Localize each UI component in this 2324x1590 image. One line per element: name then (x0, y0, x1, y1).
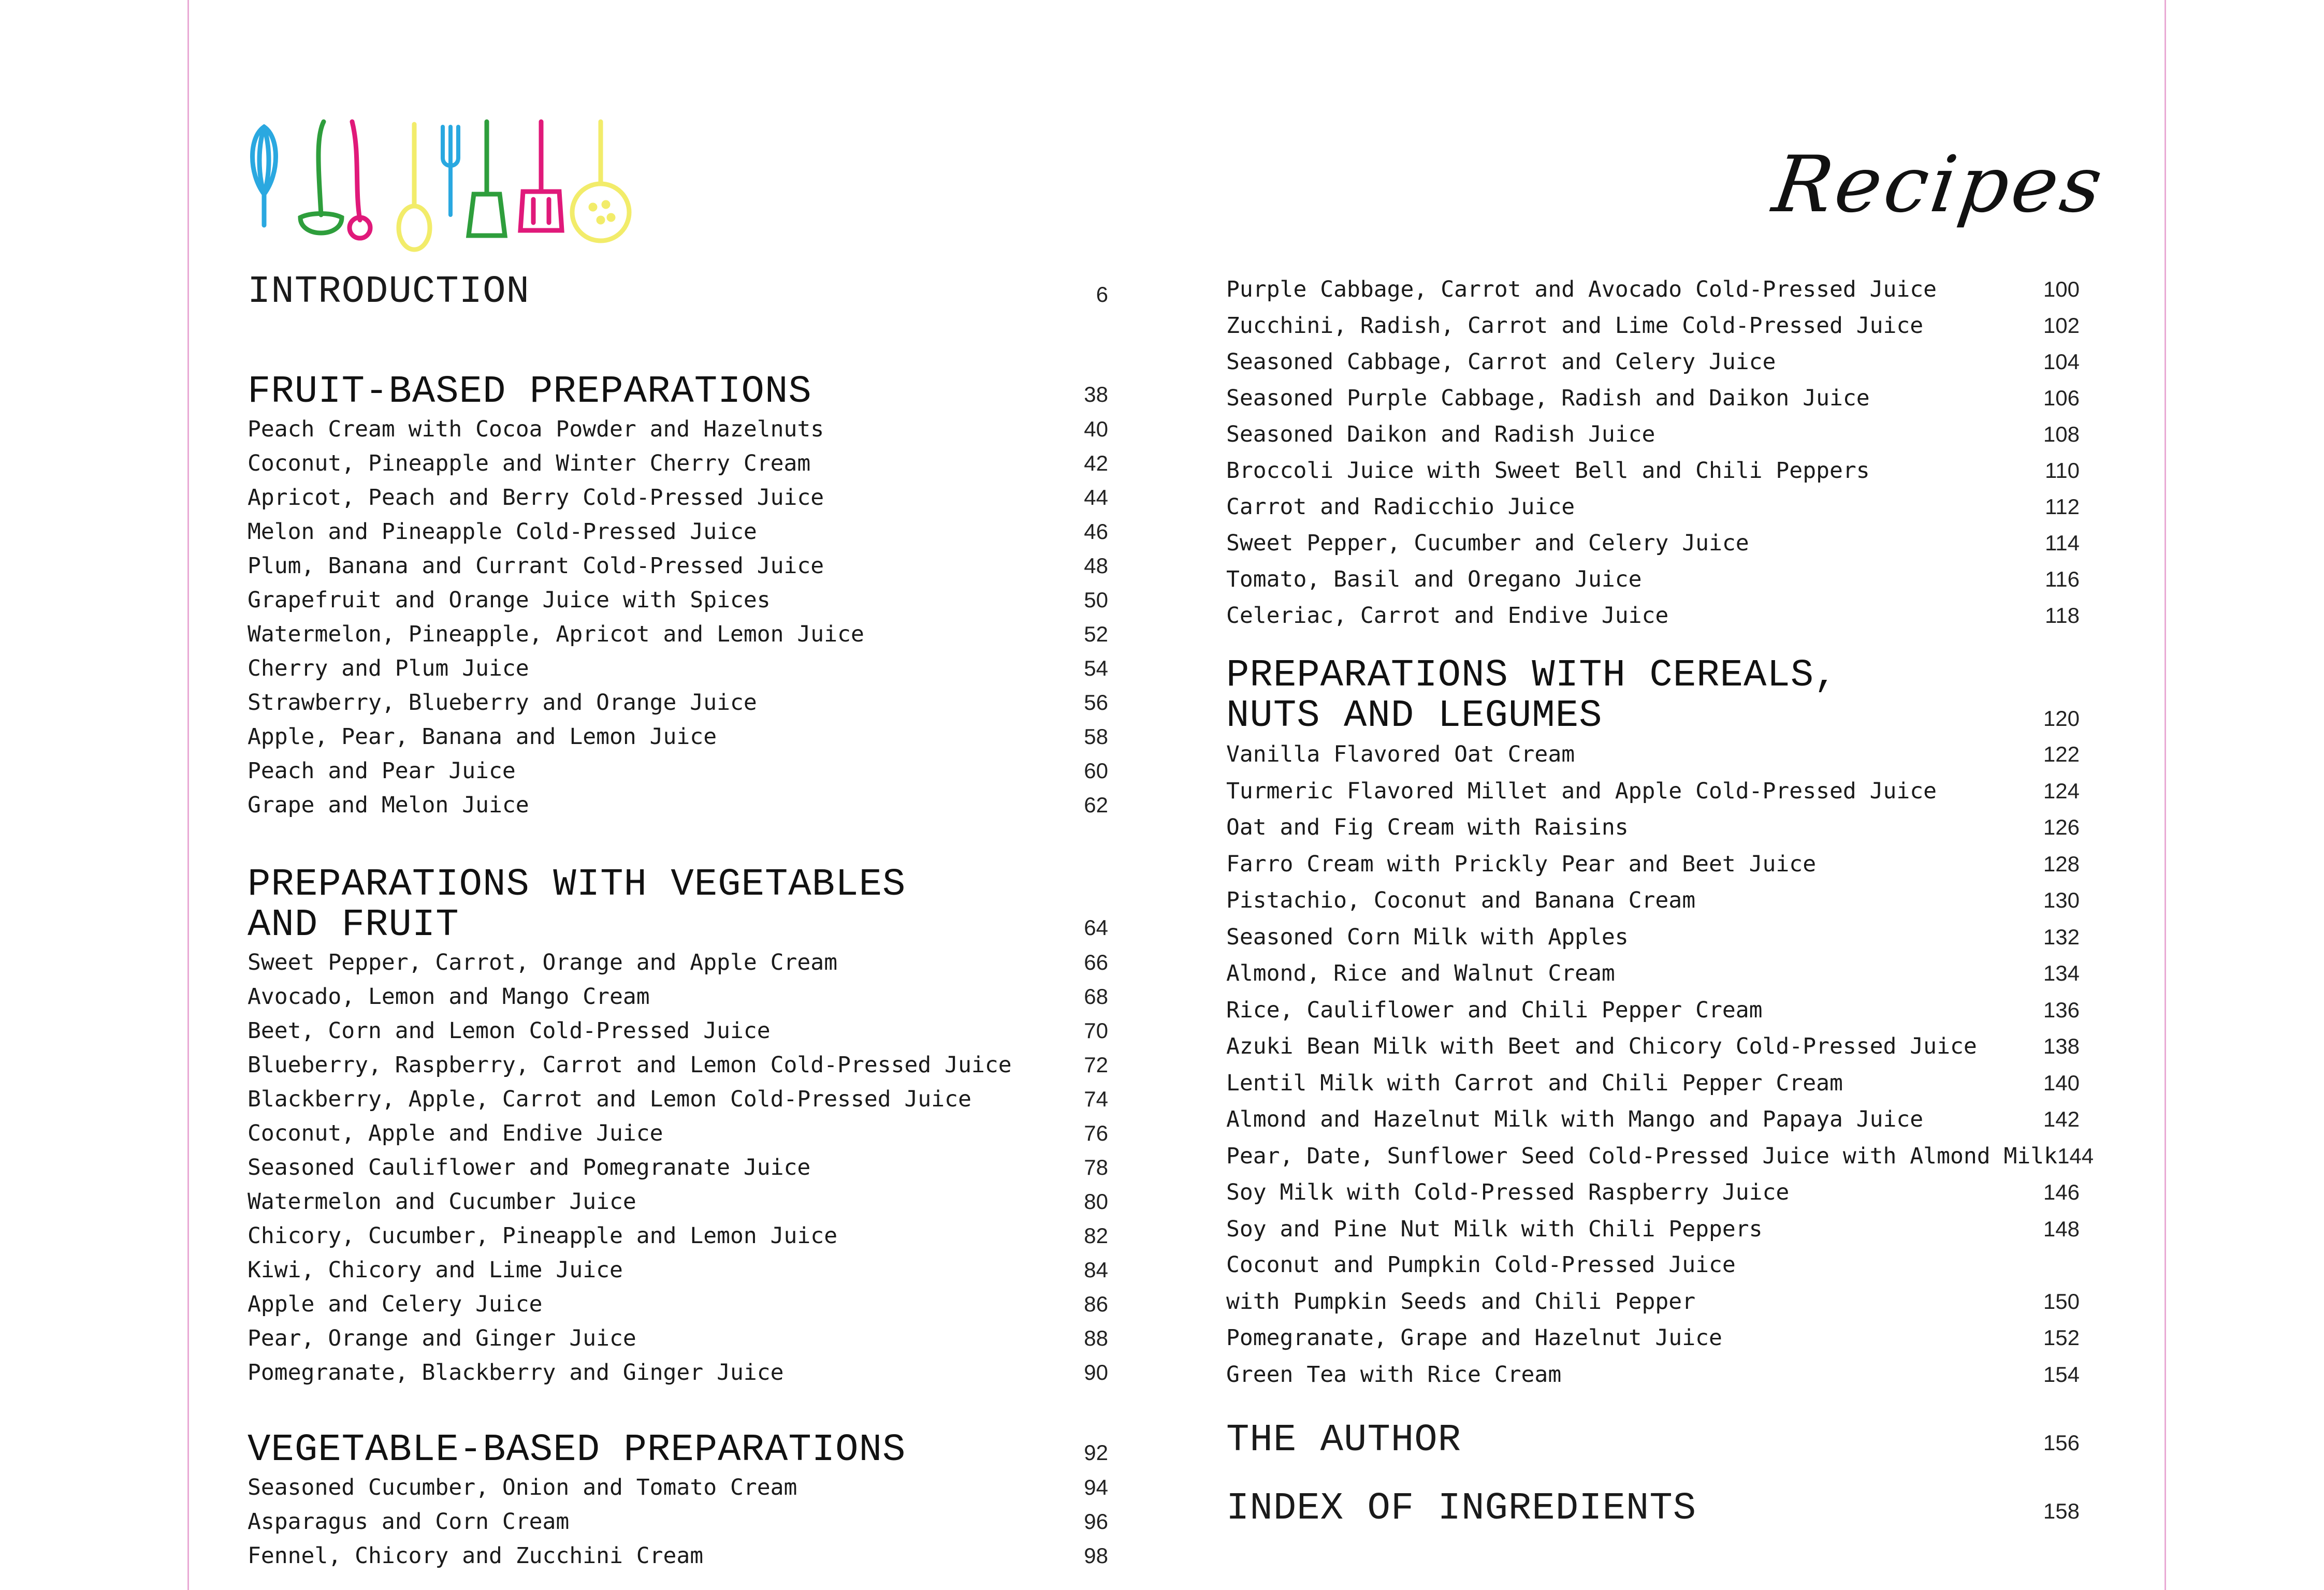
toc-entry[interactable]: Apricot, Peach and Berry Cold-Pressed Juice 44 (248, 485, 1108, 510)
toc-left-column (248, 270, 1108, 1573)
spatula-icon (520, 122, 562, 230)
toc-entry[interactable]: Rice, Cauliflower and Chili Pepper Cream 136 (1226, 997, 2080, 1023)
toc-list (1226, 271, 2080, 634)
toc-entry[interactable]: Strawberry, Blueberry and Orange Juice 56 (248, 690, 1108, 716)
toc-entry[interactable]: Cherry and Plum Juice 54 (248, 655, 1108, 681)
toc-entry-introduction[interactable] (248, 270, 1108, 314)
toc-section (1226, 654, 2094, 1393)
toc-entry[interactable]: Almond, Rice and Walnut Cream 134 (1226, 960, 2080, 986)
toc-right-column (1226, 271, 2094, 1530)
toc-entry[interactable]: Sweet Pepper, Cucumber and Celery Juice 114 (1226, 530, 2080, 556)
ladle-icon (469, 122, 505, 236)
section-title: PREPARATIONS WITH CEREALS, (1226, 654, 1838, 697)
toc-entry[interactable]: Seasoned Corn Milk with Apples 132 (1226, 924, 2080, 950)
page-trim-right (2165, 0, 2166, 1590)
toc-entry[interactable]: Azuki Bean Milk with Beet and Chicory Cold-Pressed Juice 138 (1226, 1033, 2080, 1059)
toc-entry[interactable]: Seasoned Cabbage, Carrot and Celery Juice 104 (1226, 349, 2080, 375)
toc-section (248, 1430, 1108, 1573)
toc-heading: INTRODUCTION (248, 270, 530, 314)
toc-entry[interactable]: Apple and Celery Juice 86 (248, 1291, 1108, 1317)
page-number: 38 (1084, 382, 1108, 406)
toc-entry[interactable]: Seasoned Daikon and Radish Juice 108 (1226, 421, 2080, 447)
page-number: 156 (2043, 1431, 2080, 1455)
toc-entry[interactable]: Peach Cream with Cocoa Powder and Hazelnuts 40 (248, 416, 1108, 442)
toc-section-heading[interactable] (248, 905, 1108, 945)
toc-section-heading[interactable] (248, 1430, 1108, 1470)
section-title: PREPARATIONS WITH VEGETABLES (248, 863, 906, 907)
toc-list (248, 412, 1108, 822)
page-number: 64 (1084, 915, 1108, 940)
toc-entry[interactable]: Fennel, Chicory and Zucchini Cream 98 (248, 1543, 1108, 1569)
toc-entry[interactable]: Pomegranate, Grape and Hazelnut Juice 152 (1226, 1325, 2080, 1351)
toc-entry[interactable]: Tomato, Basil and Oregano Juice 116 (1226, 566, 2080, 592)
toc-entry[interactable]: Coconut and Pumpkin Cold-Pressed Juice (1226, 1252, 1736, 1278)
fork-icon (443, 127, 458, 215)
toc-entry[interactable]: Avocado, Lemon and Mango Cream 68 (248, 984, 1108, 1010)
toc-entry[interactable]: Pistachio, Coconut and Banana Cream 130 (1226, 887, 2080, 913)
page-title: Recipes (1767, 140, 2111, 230)
toc-section-heading[interactable] (248, 372, 1108, 412)
toc-entry[interactable]: Carrot and Radicchio Juice 112 (1226, 494, 2080, 520)
toc-entry[interactable]: Zucchini, Radish, Carrot and Lime Cold-Pressed Juice 102 (1226, 313, 2080, 339)
toc-entry[interactable]: Asparagus and Corn Cream 96 (248, 1509, 1108, 1535)
toc-entry[interactable]: Farro Cream with Prickly Pear and Beet Juice 128 (1226, 851, 2080, 877)
toc-list (1226, 736, 2094, 1393)
toc-entry[interactable]: with Pumpkin Seeds and Chili Pepper 150 (1226, 1288, 2080, 1315)
toc-entry[interactable]: Green Tea with Rice Cream 154 (1226, 1361, 2080, 1388)
toc-entry[interactable]: Vanilla Flavored Oat Cream 122 (1226, 741, 2080, 767)
toc-entry[interactable]: Oat and Fig Cream with Raisins 126 (1226, 814, 2080, 840)
toc-entry[interactable]: Almond and Hazelnut Milk with Mango and Papaya Juice 142 (1226, 1106, 2080, 1132)
toc-entry[interactable]: Broccoli Juice with Sweet Bell and Chili Peppers 110 (1226, 458, 2080, 484)
toc-section (248, 865, 1108, 1390)
toc-entry-index[interactable] (1226, 1487, 2080, 1530)
toc-entry[interactable]: Blueberry, Raspberry, Carrot and Lemon Cold-Pressed Juice 72 (248, 1052, 1108, 1078)
toc-entry[interactable]: Pear, Date, Sunflower Seed Cold-Pressed Juice with Almond Milk 144 (1226, 1143, 2094, 1169)
toc-entry[interactable]: Lentil Milk with Carrot and Chili Pepper Cream 140 (1226, 1070, 2080, 1096)
toc-entry[interactable]: Seasoned Purple Cabbage, Radish and Daikon Juice 106 (1226, 385, 2080, 411)
whisk-icon (253, 127, 276, 225)
section-title: AND FRUIT (248, 903, 459, 947)
toc-section (248, 372, 1108, 822)
toc-entry[interactable]: Beet, Corn and Lemon Cold-Pressed Juice 70 (248, 1018, 1108, 1044)
toc-entry[interactable]: Celeriac, Carrot and Endive Juice 118 (1226, 603, 2080, 629)
section-title: FRUIT-BASED PREPARATIONS (248, 370, 812, 414)
toc-entry[interactable]: Seasoned Cauliflower and Pomegranate Juice 78 (248, 1155, 1108, 1180)
toc-section-heading[interactable] (1226, 696, 2080, 736)
toc-entry[interactable]: Seasoned Cucumber, Onion and Tomato Cream 94 (248, 1475, 1108, 1500)
toc-entry[interactable]: Soy Milk with Cold-Pressed Raspberry Juice 146 (1226, 1179, 2080, 1205)
page-number: 92 (1084, 1440, 1108, 1465)
toc-entry[interactable]: Watermelon and Cucumber Juice 80 (248, 1189, 1108, 1215)
ladle-icon (350, 122, 370, 238)
toc-entry[interactable]: Coconut, Pineapple and Winter Cherry Cream 42 (248, 450, 1108, 476)
toc-entry[interactable]: Soy and Pine Nut Milk with Chili Peppers 148 (1226, 1216, 2080, 1242)
toc-entry[interactable]: Purple Cabbage, Carrot and Avocado Cold-Pressed Juice 100 (1226, 276, 2080, 302)
toc-entry[interactable]: Plum, Banana and Currant Cold-Pressed Juice 48 (248, 553, 1108, 579)
toc-heading: THE AUTHOR (1226, 1419, 1462, 1462)
toc-entry-author[interactable] (1226, 1419, 2080, 1462)
section-title: VEGETABLE-BASED PREPARATIONS (248, 1428, 906, 1472)
toc-list (248, 1470, 1108, 1573)
ladle-icon (300, 122, 342, 233)
page-number: 6 (1096, 282, 1108, 307)
toc-entry[interactable]: Turmeric Flavored Millet and Apple Cold-Pressed Juice 124 (1226, 778, 2080, 804)
section-title: NUTS AND LEGUMES (1226, 694, 1603, 738)
toc-entry[interactable]: Sweet Pepper, Carrot, Orange and Apple Cream 66 (248, 950, 1108, 975)
page-number: 158 (2043, 1499, 2080, 1523)
toc-entry[interactable]: Melon and Pineapple Cold-Pressed Juice 46 (248, 519, 1108, 545)
page-number: 120 (2043, 706, 2080, 731)
toc-entry[interactable]: Blackberry, Apple, Carrot and Lemon Cold-Pressed Juice 74 (248, 1086, 1108, 1112)
utensils-illustration (243, 116, 647, 256)
toc-entry[interactable]: Kiwi, Chicory and Lime Juice 84 (248, 1257, 1108, 1283)
spoon-icon (399, 124, 430, 250)
page-trim-left (187, 0, 189, 1590)
toc-entry[interactable]: Coconut, Apple and Endive Juice 76 (248, 1120, 1108, 1146)
toc-entry[interactable]: Watermelon, Pineapple, Apricot and Lemon Juice 52 (248, 621, 1108, 647)
toc-entry[interactable]: Grape and Melon Juice 62 (248, 792, 1108, 818)
toc-entry[interactable]: Pomegranate, Blackberry and Ginger Juice 90 (248, 1360, 1108, 1385)
toc-entry[interactable]: Grapefruit and Orange Juice with Spices 50 (248, 587, 1108, 613)
toc-entry[interactable]: Apple, Pear, Banana and Lemon Juice 58 (248, 724, 1108, 750)
skimmer-icon (572, 122, 629, 241)
toc-heading: INDEX OF INGREDIENTS (1226, 1487, 1697, 1530)
toc-entry[interactable]: Peach and Pear Juice 60 (248, 758, 1108, 784)
toc-entry[interactable]: Chicory, Cucumber, Pineapple and Lemon Juice 82 (248, 1223, 1108, 1249)
toc-entry[interactable]: Pear, Orange and Ginger Juice 88 (248, 1325, 1108, 1351)
toc-list (248, 945, 1108, 1390)
